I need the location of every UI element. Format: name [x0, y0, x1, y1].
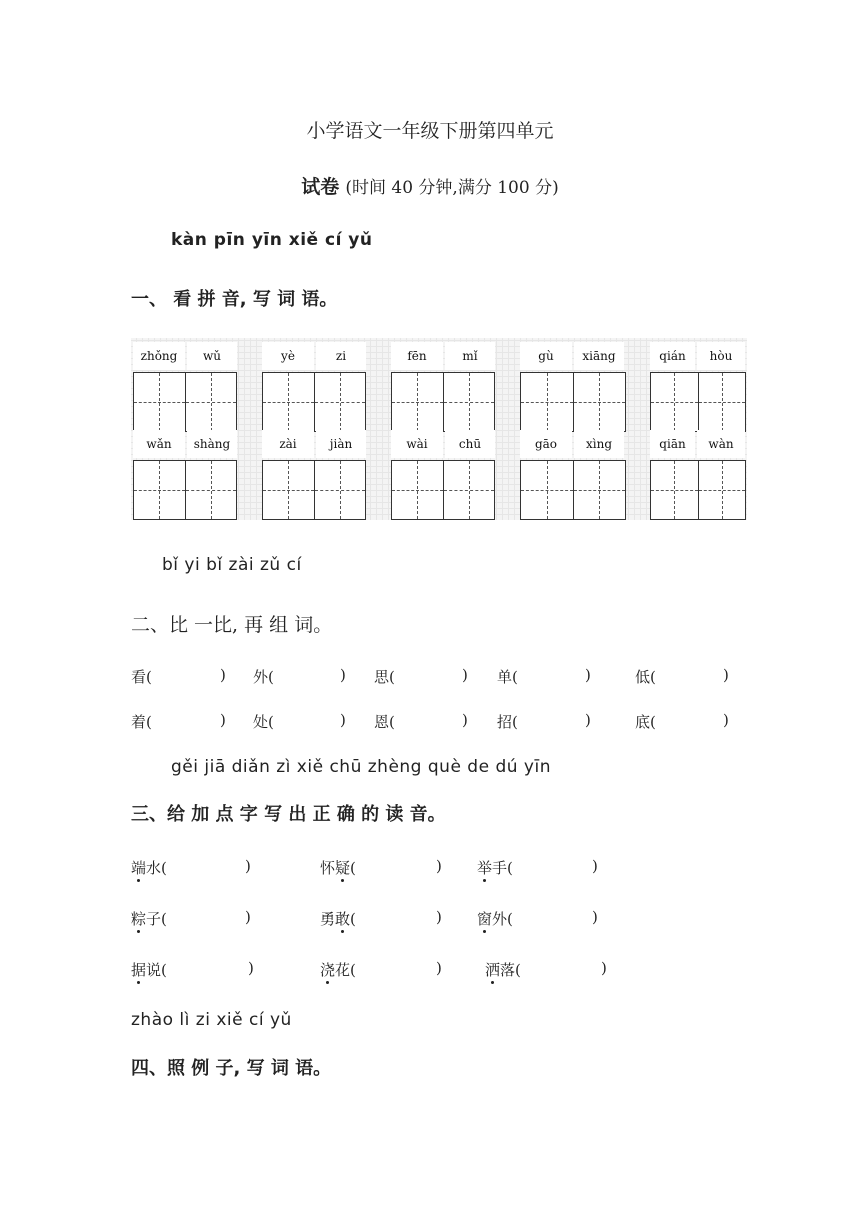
pinyin-label: qián	[650, 342, 695, 370]
pinyin-label: shàng	[187, 430, 237, 458]
reading-close: )	[436, 959, 442, 977]
compare-close: )	[723, 711, 729, 729]
pinyin-label: fēn	[391, 342, 443, 370]
section1-heading: 一、 看 拼 音, 写 词 语。	[131, 289, 338, 310]
pinyin-label: jiàn	[316, 430, 366, 458]
compare-item[interactable]: 底(	[635, 713, 656, 731]
compare-item[interactable]: 低(	[635, 668, 656, 686]
pinyin-label: xìng	[574, 430, 624, 458]
compare-item[interactable]: 外(	[253, 668, 274, 686]
reading-close: )	[436, 908, 442, 926]
reading-close: )	[436, 857, 442, 875]
subtitle-main: 试卷	[301, 176, 340, 198]
reading-item[interactable]: 据说(	[131, 961, 167, 979]
tian-grid[interactable]	[650, 372, 746, 432]
compare-item[interactable]: 恩(	[374, 713, 395, 731]
tian-grid[interactable]	[520, 460, 626, 520]
pinyin-label: chū	[445, 430, 495, 458]
compare-close: )	[462, 711, 468, 729]
pinyin-label: zhǒng	[133, 342, 185, 370]
compare-item[interactable]: 处(	[253, 713, 274, 731]
reading-item[interactable]: 浇花(	[320, 961, 356, 979]
tian-grid[interactable]	[391, 460, 495, 520]
pinyin-label: hòu	[697, 342, 745, 370]
section3-pinyin: gěi jiā diǎn zì xiě chū zhèng què de dú yīn	[171, 757, 551, 777]
reading-close: )	[245, 908, 251, 926]
section1-pinyin: kàn pīn yīn xiě cí yǔ	[171, 230, 373, 250]
reading-close: )	[592, 857, 598, 875]
page-title: 小学语文一年级下册第四单元	[306, 120, 554, 142]
compare-close: )	[723, 666, 729, 684]
compare-item[interactable]: 单(	[497, 668, 518, 686]
compare-item[interactable]: 着(	[131, 713, 152, 731]
compare-close: )	[340, 711, 346, 729]
pinyin-label: mǐ	[445, 342, 495, 370]
reading-close: )	[248, 959, 254, 977]
reading-item[interactable]: 勇敢(	[320, 910, 356, 928]
section2-heading: 二、比 一比, 再 组 词。	[131, 614, 333, 636]
reading-item[interactable]: 窗外(	[477, 910, 513, 928]
compare-close: )	[585, 666, 591, 684]
reading-item[interactable]: 端水(	[131, 859, 167, 877]
tian-grid[interactable]	[133, 372, 237, 432]
compare-item[interactable]: 看(	[131, 668, 152, 686]
section2-pinyin: bǐ yi bǐ zài zǔ cí	[162, 555, 302, 575]
pinyin-label: qiān	[650, 430, 695, 458]
reading-close: )	[245, 857, 251, 875]
pinyin-label: wài	[391, 430, 443, 458]
pinyin-label: wàn	[697, 430, 745, 458]
reading-close: )	[601, 959, 607, 977]
reading-item[interactable]: 怀疑(	[320, 859, 356, 877]
reading-item[interactable]: 举手(	[477, 859, 513, 877]
pinyin-label: gù	[520, 342, 572, 370]
reading-close: )	[592, 908, 598, 926]
compare-item[interactable]: 思(	[374, 668, 395, 686]
pinyin-label: xiāng	[574, 342, 624, 370]
tian-grid[interactable]	[262, 460, 366, 520]
page-subtitle	[0, 172, 860, 199]
compare-close: )	[220, 666, 226, 684]
subtitle-note: (时间 40 分钟,满分 100 分)	[345, 178, 559, 198]
reading-item[interactable]: 粽子(	[131, 910, 167, 928]
tian-grid[interactable]	[650, 460, 746, 520]
section4-heading: 四、照 例 子, 写 词 语。	[131, 1058, 332, 1079]
pinyin-label: wǎn	[133, 430, 185, 458]
pinyin-label: zi	[316, 342, 366, 370]
tian-grid[interactable]	[262, 372, 366, 432]
pinyin-label: wǔ	[187, 342, 237, 370]
pinyin-label: yè	[262, 342, 314, 370]
writing-grid-panel	[131, 338, 747, 520]
reading-item[interactable]: 洒落(	[485, 961, 521, 979]
tian-grid[interactable]	[133, 460, 237, 520]
compare-close: )	[585, 711, 591, 729]
tian-grid[interactable]	[391, 372, 495, 432]
pinyin-label: gāo	[520, 430, 572, 458]
compare-close: )	[462, 666, 468, 684]
compare-close: )	[340, 666, 346, 684]
tian-grid[interactable]	[520, 372, 626, 432]
section3-heading: 三、给 加 点 字 写 出 正 确 的 读 音。	[131, 804, 446, 825]
compare-close: )	[220, 711, 226, 729]
section4-pinyin: zhào lì zi xiě cí yǔ	[131, 1010, 292, 1030]
compare-item[interactable]: 招(	[497, 713, 518, 731]
pinyin-label: zài	[262, 430, 314, 458]
